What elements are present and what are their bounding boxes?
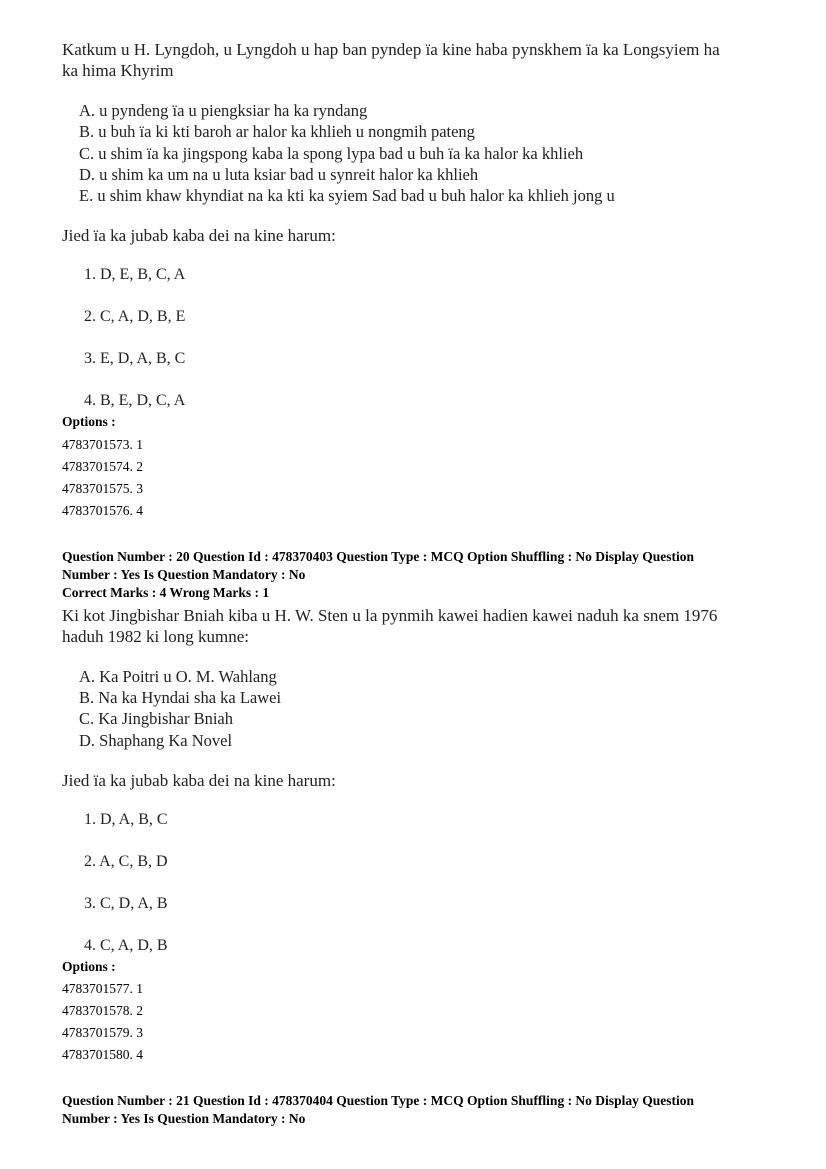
statement-c: C. Ka Jingbishar Bniah [79,709,233,728]
options-label: Options : [62,959,116,974]
marks-line: Correct Marks : 4 Wrong Marks : 1 [62,585,270,600]
option-id: 4783701579. 3 [62,1025,143,1040]
statement-d: D. u shim ka um na u luta ksiar bad u synreit halor ka khlieh [79,165,479,184]
choice-1: 1. D, A, B, C [84,811,168,828]
choice-2: 2. A, C, B, D [84,853,168,870]
answer-prompt: Jied ïa ka jubab kaba dei na kine harum: [62,771,336,790]
option-id: 4783701573. 1 [62,437,143,452]
choice-4: 4. C, A, D, B [84,937,168,954]
question-text-line: Katkum u H. Lyngdoh, u Lyngdoh u hap ban pyndep ïa kine haba pynskhem ïa ka Longsyiem ha [62,40,720,59]
statement-b: B. u buh ïa ki kti baroh ar halor ka khlieh u nongmih pateng [79,122,475,141]
option-id: 4783701575. 3 [62,481,143,496]
option-id: 4783701580. 4 [62,1047,143,1062]
question-header-line: Number : Yes Is Question Mandatory : No [62,567,306,582]
answer-prompt: Jied ïa ka jubab kaba dei na kine harum: [62,226,336,245]
choice-2: 2. C, A, D, B, E [84,308,186,325]
question-header-line: Number : Yes Is Question Mandatory : No [62,1111,306,1126]
statement-e: E. u shim khaw khyndiat na ka kti ka syiem Sad bad u buh halor ka khlieh jong u [79,186,615,205]
option-id: 4783701574. 2 [62,459,143,474]
question-header-line: Question Number : 21 Question Id : 478370404 Question Type : MCQ Option Shuffling : No Display Question [62,1093,694,1108]
question-header-line: Question Number : 20 Question Id : 478370403 Question Type : MCQ Option Shuffling : No Display Question [62,549,694,564]
choice-3: 3. E, D, A, B, C [84,350,186,367]
question-text-line: ka hima Khyrim [62,61,174,80]
option-id: 4783701577. 1 [62,981,143,996]
statement-a: A. u pyndeng ïa u piengksiar ha ka ryndang [79,101,368,120]
question-text-line: Ki kot Jingbishar Bniah kiba u H. W. Sten u la pynmih kawei hadien kawei naduh ka snem 1976 [62,606,718,625]
question-text-line: haduh 1982 ki long kumne: [62,627,249,646]
statement-d: D. Shaphang Ka Novel [79,731,233,750]
option-id: 4783701578. 2 [62,1003,143,1018]
choice-4: 4. B, E, D, C, A [84,392,186,409]
options-label: Options : [62,414,116,429]
option-id: 4783701576. 4 [62,503,143,518]
statement-b: B. Na ka Hyndai sha ka Lawei [79,688,282,707]
choice-1: 1. D, E, B, C, A [84,266,186,283]
choice-3: 3. C, D, A, B [84,895,168,912]
statement-c: C. u shim ïa ka jingspong kaba la spong lypa bad u buh ïa ka halor ka khlieh [79,144,584,163]
statement-a: A. Ka Poitri u O. M. Wahlang [79,667,277,686]
